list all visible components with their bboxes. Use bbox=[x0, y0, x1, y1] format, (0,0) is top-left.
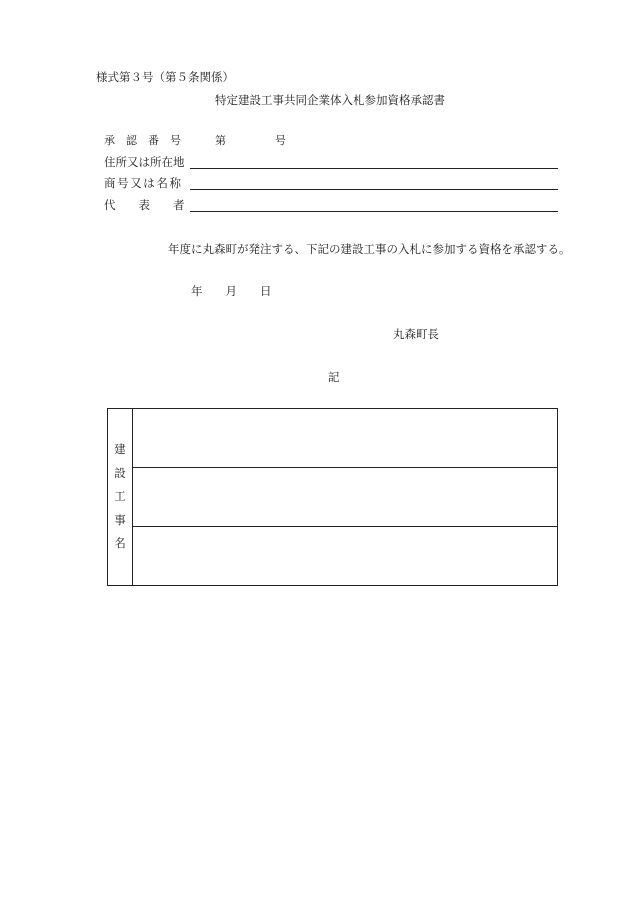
construction-works-header bbox=[108, 409, 133, 586]
company-name-field-line[interactable] bbox=[190, 189, 558, 190]
approval-go: 号 bbox=[275, 134, 286, 147]
approval-statement: 年度に丸森町が発注する、下記の建設工事の入札に参加する資格を承認する。 bbox=[168, 242, 571, 256]
representative-field-line[interactable] bbox=[190, 211, 558, 212]
ki-heading: 記 bbox=[328, 370, 340, 384]
document-title: 特定建設工事共同企業体入札参加資格承認書 bbox=[215, 93, 445, 107]
company-name-label: 商号又は名称 bbox=[104, 176, 183, 190]
header-char: 事 bbox=[114, 512, 126, 527]
approval-number-label: 承 認 番 号 bbox=[104, 134, 181, 147]
approval-dai: 第 bbox=[215, 134, 226, 147]
issuer-name: 丸森町長 bbox=[393, 327, 439, 341]
form-number: 様式第３号（第５条関係） bbox=[96, 70, 234, 84]
header-char: 名 bbox=[114, 536, 126, 551]
address-label: 住所又は所在地 bbox=[104, 155, 185, 169]
header-char: 工 bbox=[114, 489, 126, 504]
work-name-cell-3[interactable] bbox=[133, 527, 558, 586]
representative-label: 代 表 者 bbox=[104, 198, 185, 212]
address-field-line[interactable] bbox=[190, 168, 558, 169]
work-name-cell-1[interactable] bbox=[133, 409, 558, 468]
header-char: 設 bbox=[114, 465, 126, 480]
header-char: 建 bbox=[114, 442, 126, 457]
date-line: 年 月 日 bbox=[191, 284, 272, 298]
construction-works-table bbox=[107, 408, 558, 586]
work-name-cell-2[interactable] bbox=[133, 468, 558, 527]
